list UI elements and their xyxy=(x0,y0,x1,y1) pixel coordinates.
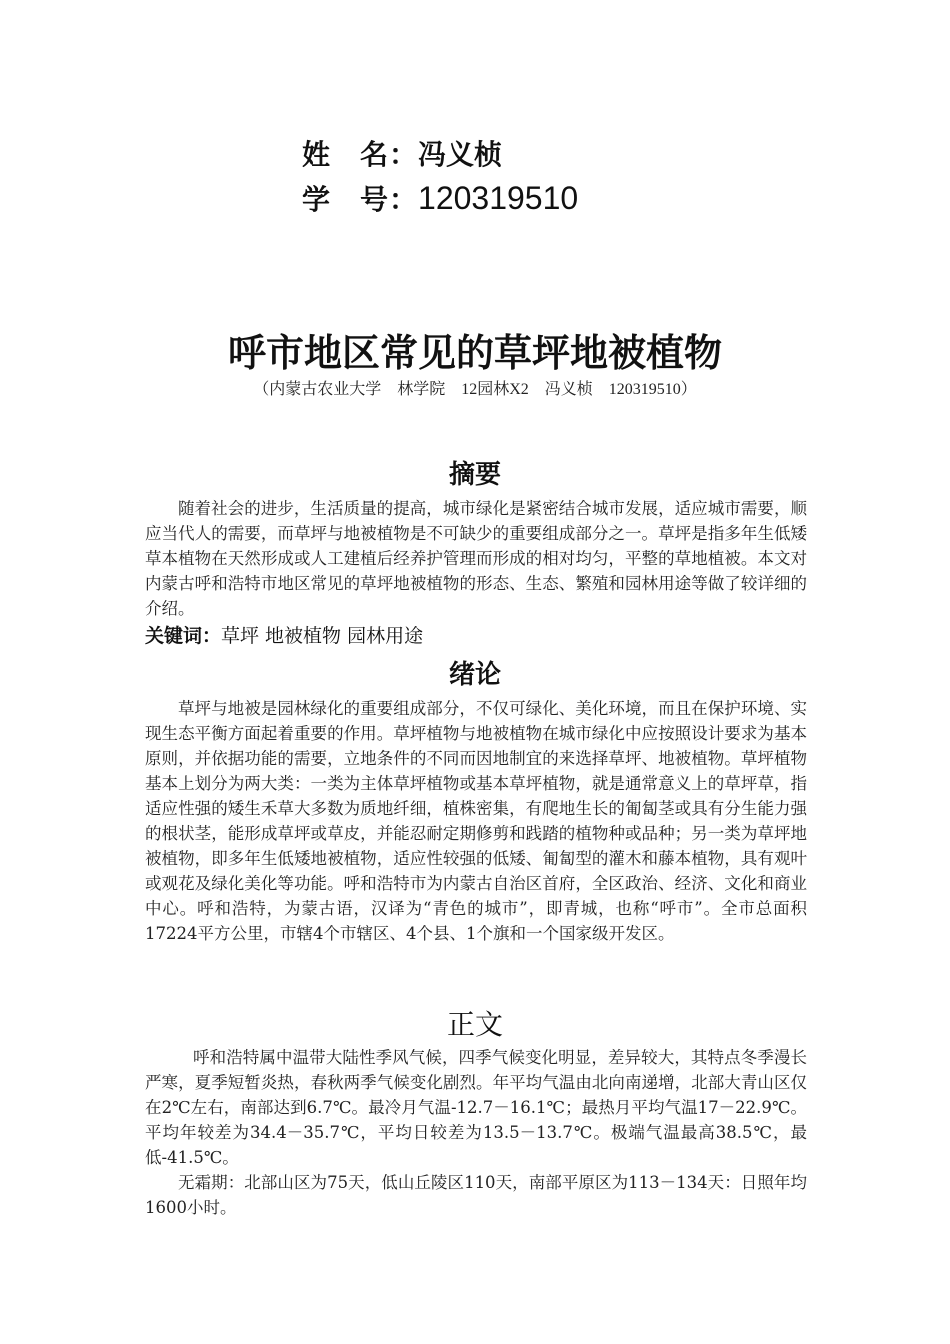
abstract-text: 随着社会的进步，生活质量的提高，城市绿化是紧密结合城市发展，适应城市需要，顺应当代人的需要，而草坪与地被植物是不可缺少的重要组成部分之一。草坪是指多年生低矮草本植物在天然形成或人工建植后经养护管理而形成的相对均匀，平整的草地植被。本文对内蒙古呼和浩特市地区常见的草坪地被植物的形态、生态、繁殖和园林用途等做了较详细的介绍。 xyxy=(145,499,807,618)
author-affiliation: （内蒙古农业大学 林学院 12园林X2 冯义桢 120319510） xyxy=(253,381,697,398)
student-id-line xyxy=(302,178,578,218)
introduction-heading: 绪论 xyxy=(448,660,501,690)
abstract-heading: 摘要 xyxy=(448,460,501,490)
name-value: 冯义桢 xyxy=(418,138,503,171)
keywords-label: 关键词： xyxy=(145,625,222,647)
keywords-value: 草坪 地被植物 园林用途 xyxy=(221,625,424,647)
introduction-text: 草坪与地被是园林绿化的重要组成部分，不仅可绿化、美化环境，而且在保护环境、实现生态平衡方面起着重要的作用。草坪植物与地被植物在城市绿化中应按照设计要求为基本原则，并依据功能的需要，立地条件的不同而因地制宜的来选择草坪、地被植物。草坪植物基本上划分为两大类：一类为主体草坪植物或基本草坪植物，就是通常意义上的草坪草，指适应性强的矮生禾草大多数为质地纤细，植株密集，有爬地生长的匍匐茎或具有分生能力强的根状茎，能形成草坪或草皮，并能忍耐定期修剪和践踏的植物种或品种；另一类为草坪地被植物，即多年生低矮地被植物，适应性较强的低矮、匍匐型的灌木和藤本植物，具有观叶或观花及绿化美化等功能。呼和浩特市为内蒙古自治区首府，全区政治、经济、文化和商业中心。呼和浩特，为蒙古语，汉译为“青色的城市”，即青城，也称“呼市”。全市总面积17224平方公里，市辖4个市辖区、4个县、1个旗和一个国家级开发区。 xyxy=(145,699,807,943)
student-name-line xyxy=(302,133,502,173)
body-paragraph-frost: 无霜期：北部山区为75天，低山丘陵区110天，南部平原区为113－134天：日照年均1600小时。 xyxy=(145,1173,807,1217)
id-value: 120319510 xyxy=(418,180,579,216)
keywords-line xyxy=(145,621,423,648)
name-label: 姓 名： xyxy=(302,138,419,171)
paper-title: 呼市地区常见的草坪地被植物 xyxy=(227,330,722,375)
id-label: 学 号： xyxy=(302,183,419,216)
body-paragraph-climate: 呼和浩特属中温带大陆性季风气候，四季气候变化明显，差异较大，其特点冬季漫长严寒，夏季短暂炎热，春秋两季气候变化剧烈。年平均气温由北向南递增，北部大青山区仅在2℃左右，南部达到6.7℃。最冷月气温-12.7－16.1℃；最热月平均气温17－22.9℃。平均年较差为34.4－35.7℃，平均日较差为13.5－13.7℃。极端气温最高38.5℃，最低-41.5℃。 xyxy=(145,1048,807,1167)
body-heading: 正文 xyxy=(446,1009,503,1040)
